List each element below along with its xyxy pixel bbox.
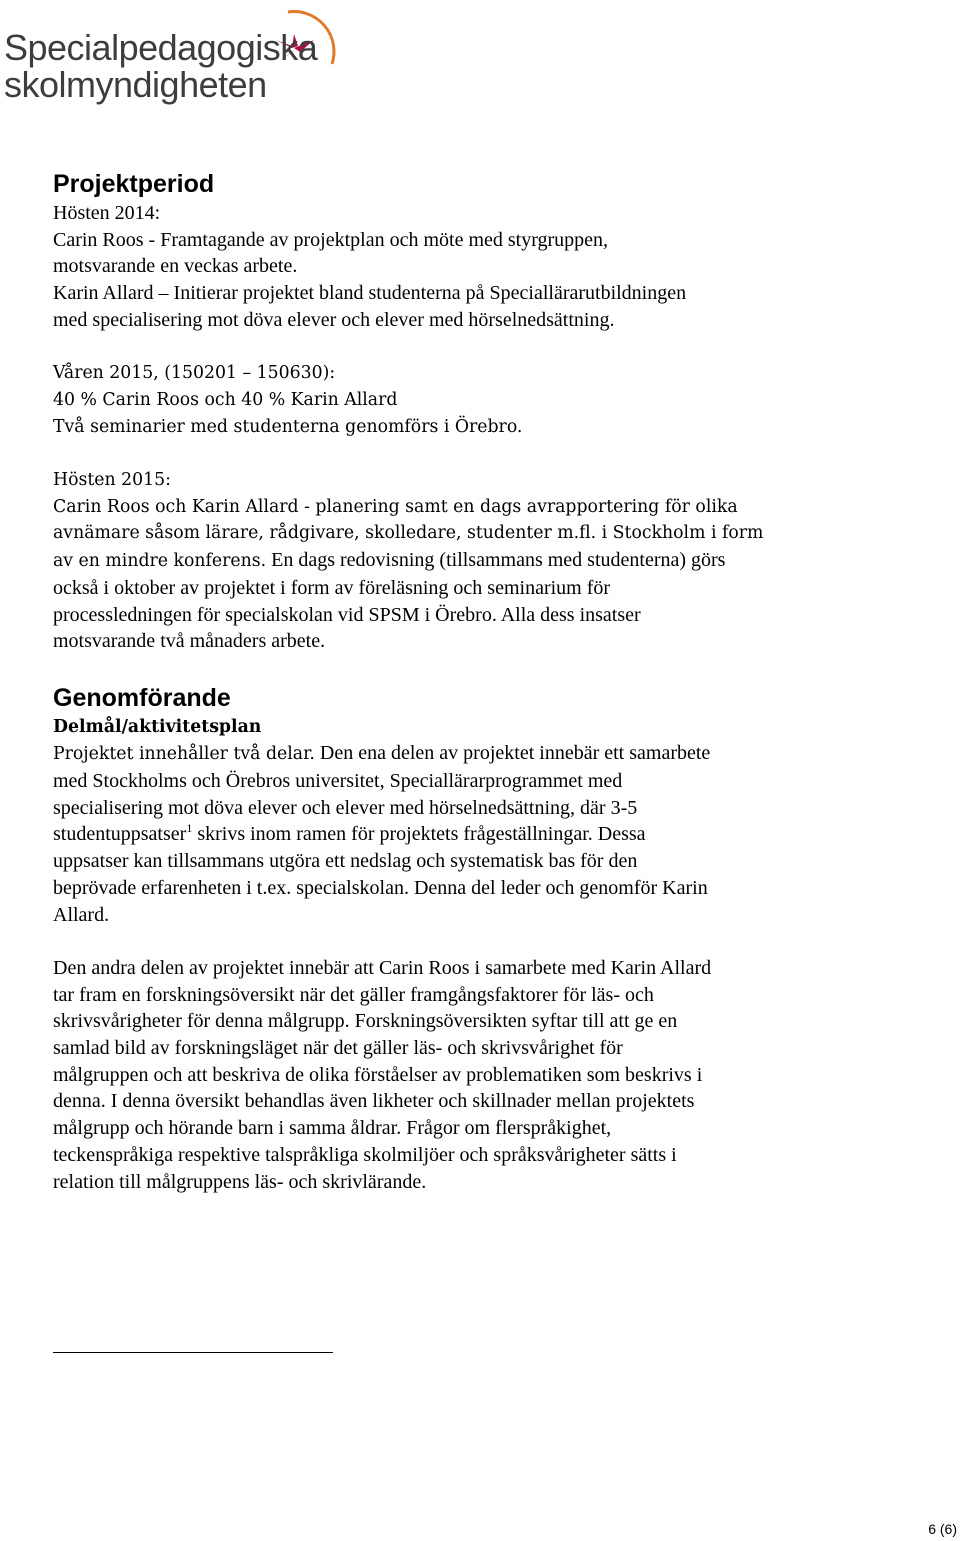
text-line: samlad bild av forskningsläget när det gäller läs- och skrivsvårighet för (53, 1037, 623, 1060)
subheading-delmal: Delmål/aktivitetsplan (53, 716, 262, 737)
text-line: Den andra delen av projektet innebär att Carin Roos i samarbete med Karin Allard (53, 956, 712, 979)
text-line: uppsatser kan tillsammans utgöra ett nedslag och systematisk bas för den (53, 850, 638, 873)
text-line: Carin Roos och Karin Allard - planering samt en dags avrapportering för olika (53, 496, 738, 517)
footnote-separator (53, 1352, 333, 1353)
text-span: av en mindre konferens. (53, 551, 267, 572)
text-span: En dags redovisning (tillsammans med studenterna) görs (266, 549, 726, 572)
period-autumn-2015: Hösten 2015: (53, 470, 171, 490)
text-line: tar fram en forskningsöversikt när det gäller framgångsfaktorer för läs- och (53, 983, 654, 1006)
text-line: motsvarande en veckas arbete. (53, 255, 298, 278)
text-line: målgruppen och att beskriva de olika förståelser av problematiken som beskrivs i (53, 1063, 703, 1086)
text-line: med Stockholms och Örebros universitet, Speciallärarprogrammet med (53, 770, 623, 793)
text-line: processledningen för specialskolan vid SPSM i Örebro. Alla dess insatser (53, 603, 641, 626)
period-spring-2015: Våren 2015, (150201 – 150630): (53, 363, 336, 384)
footnote-ref: 1 (186, 821, 193, 836)
text-span: skrivs inom ramen för projektets frågeställningar. Dessa (192, 823, 646, 846)
text-line (53, 740, 903, 768)
text-line (53, 547, 903, 575)
text-span: Den ena delen av projektet innebär ett samarbete (314, 742, 711, 765)
logo-text-line1: Specialpedagogiska (4, 27, 318, 68)
text-line: teckenspråkiga respektive talspråkliga skolmiljöer och språksvårigheter sätts i (53, 1143, 677, 1166)
text-line: Carin Roos - Framtagande av projektplan och möte med styrgruppen, (53, 228, 609, 251)
text-line: skrivsvårigheter för denna målgrupp. Forskningsöversikten syftar till att ge en (53, 1010, 678, 1033)
text-line: specialisering mot döva elever och elever med hörselnedsättning, där 3-5 (53, 796, 638, 819)
text-line (53, 821, 903, 848)
heading-genomforande: Genomförande (53, 683, 231, 712)
text-line: beprövade erfarenheten i t.ex. specialskolan. Denna del leder och genomför Karin (53, 876, 708, 899)
text-line: denna. I denna översikt behandlas även likheter och skillnader mellan projektets (53, 1090, 695, 1113)
text-line: motsvarande två månaders arbete. (53, 630, 326, 653)
logo-text-line2: skolmyndigheten (4, 64, 267, 105)
text-line: avnämare såsom lärare, rådgivare, skolledare, studenter m.fl. i Stockholm i form (53, 523, 764, 544)
period-autumn-2014: Hösten 2014: (53, 202, 161, 224)
text-span: Projektet innehåller två delar. (53, 744, 315, 765)
text-span: studentuppsatser (53, 823, 187, 846)
text-line: med specialisering mot döva elever och elever med hörselnedsättning. (53, 308, 615, 331)
text-line: 40 % Carin Roos och 40 % Karin Allard (53, 389, 398, 410)
document-body (53, 168, 903, 1195)
text-line: målgrupp och hörande barn i samma åldrar. Frågor om flerspråkighet, (53, 1117, 612, 1140)
heading-projektperiod: Projektperiod (53, 170, 215, 198)
page-number: 6 (6) (928, 1521, 957, 1537)
text-line: Två seminarier med studenterna genomförs i Örebro. (53, 416, 523, 437)
text-line: Allard. (53, 903, 110, 926)
text-line: relation till målgruppens läs- och skrivlärande. (53, 1170, 427, 1193)
text-line: också i oktober av projektet i form av föreläsning och seminarium för (53, 576, 611, 599)
text-line: Karin Allard – Initierar projektet bland studenterna på Speciallärarutbildningen (53, 282, 687, 305)
agency-logo (0, 0, 360, 110)
